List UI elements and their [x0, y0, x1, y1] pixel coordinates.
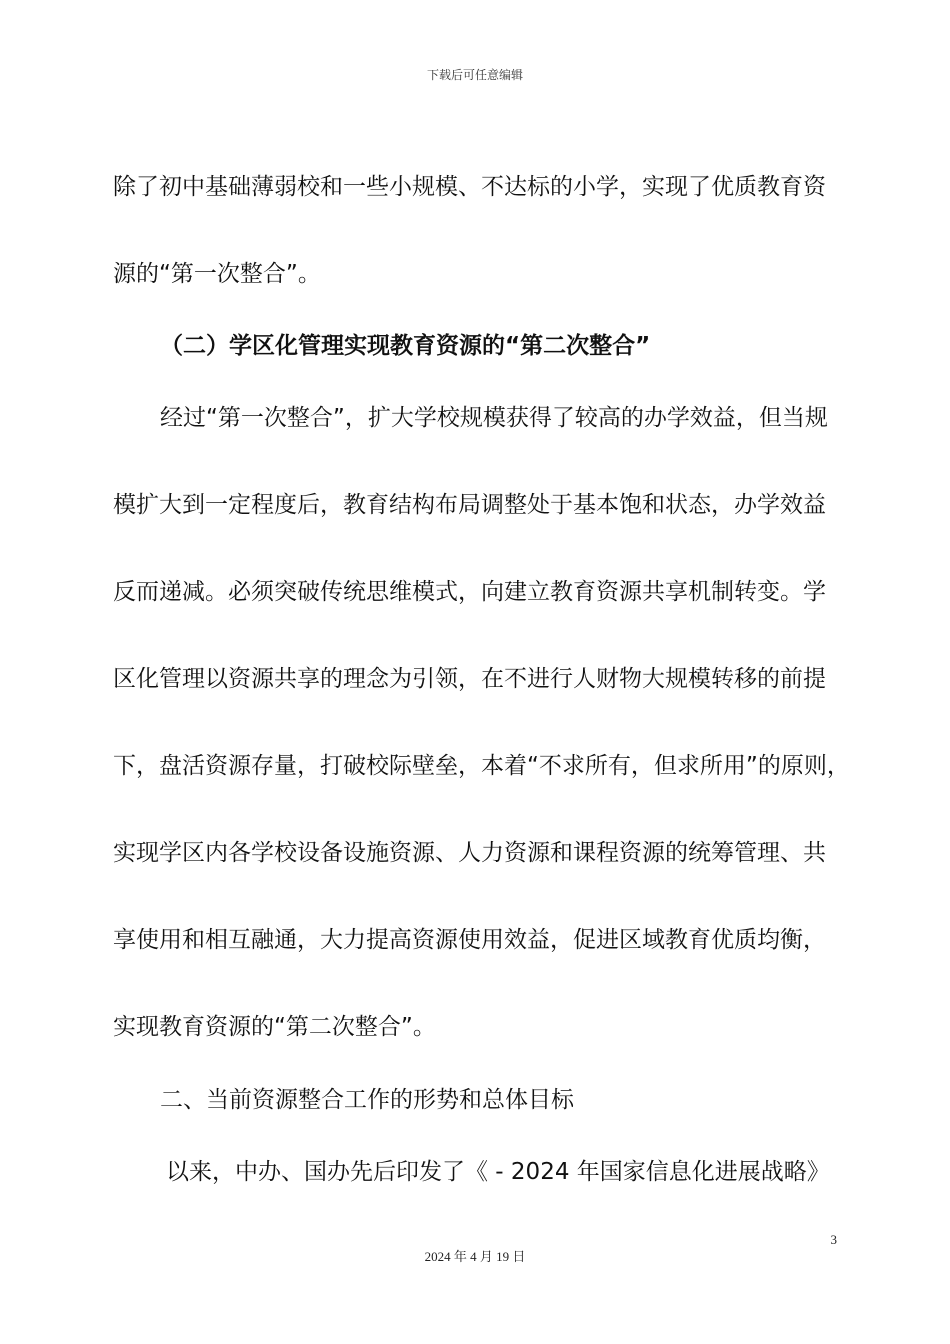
body-line: 源的“第一次整合”。 [113, 261, 321, 287]
body-line: 模扩大到一定程度后，教育结构布局调整处于基本饱和状态，办学效益 [113, 492, 826, 518]
section-heading: 二、当前资源整合工作的形势和总体目标 [160, 1087, 574, 1113]
page-footer-date: 2024 年 4 月 19 日 [424, 1249, 526, 1264]
body-line: 反而递减。必须突破传统思维模式，向建立教育资源共享机制转变。学 [113, 579, 826, 605]
body-line: 下，盘活资源存量，打破校际壁垒，本着“不求所有，但求所用”的原则， [113, 753, 850, 779]
body-line: 除了初中基础薄弱校和一些小规模、不达标的小学，实现了优质教育资 [113, 174, 826, 200]
section-heading: （二）学区化管理实现教育资源的“第二次整合” [160, 333, 651, 359]
body-line: 实现学区内各学校设备设施资源、人力资源和课程资源的统筹管理、共 [113, 840, 826, 866]
body-line: 以来，中办、国办先后印发了《 - 2024 年国家信息化进展战略》 [166, 1159, 830, 1185]
page-number: 3 [830, 1232, 837, 1247]
body-line: 经过“第一次整合”，扩大学校规模获得了较高的办学效益，但当规 [160, 405, 828, 431]
page-header: 下载后可任意编辑 [426, 68, 523, 82]
body-line: 实现教育资源的“第二次整合”。 [113, 1014, 436, 1040]
body-line: 区化管理以资源共享的理念为引领，在不进行人财物大规模转移的前提 [113, 666, 826, 692]
body-line: 享使用和相互融通，大力提高资源使用效益，促进区域教育优质均衡， [113, 927, 826, 953]
